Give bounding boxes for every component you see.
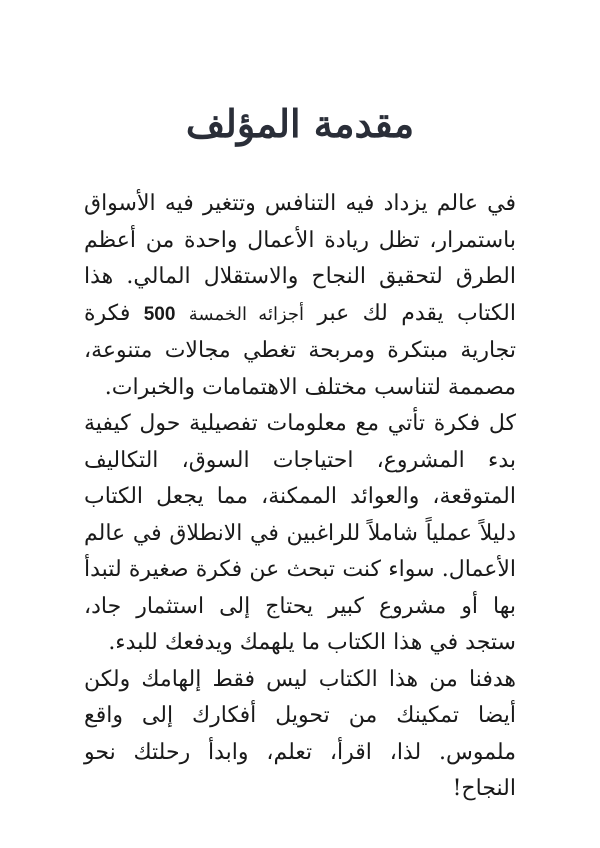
paragraph-intro-parts: أجزائه الخمسة xyxy=(188,303,305,324)
paragraph-details: كل فكرة تأتي مع معلومات تفصيلية حول كيفية بدء المشروع، احتياجات السوق، التكاليف المتوقعة، والعوائد الممكنة، مما يجعل الكتاب دليلاً عملياً شاملاً للراغبين في الانطلاق في عالم الأعمال. سواء كنت تبحث عن فكرة صغيرة لتبدأ بها أو مشروع كبير يحتاج إلى استثمار جاد، ستجد في هذا الكتاب ما يلهمك ويدفعك للبدء. xyxy=(84,411,516,655)
page-title: مقدمة المؤلف xyxy=(185,101,415,146)
document-body xyxy=(84,186,516,808)
paragraph-intro-text: في عالم يزداد فيه التنافس وتتغير فيه الأسواق باستمرار، تظل ريادة الأعمال واحدة من أعظم الطرق لتحقيق النجاح والاستقلال المالي. هذا الكتاب يقدم لك عبر xyxy=(84,191,516,326)
paragraph-goal: هدفنا من هذا الكتاب ليس فقط إلهامك ولكن أيضا تمكينك من تحويل أفكارك إلى واقع ملموس. لذا، اقرأ، تعلم، وابدأ رحلتك نحو النجاح! xyxy=(84,666,516,801)
paragraph-intro xyxy=(84,186,516,406)
paragraph-intro-rest: فكرة تجارية مبتكرة ومربحة تغطي مجالات متنوعة، مصممة لتناسب مختلف الاهتمامات والخبرات. xyxy=(84,300,516,400)
ideas-count: 500 xyxy=(143,303,176,325)
